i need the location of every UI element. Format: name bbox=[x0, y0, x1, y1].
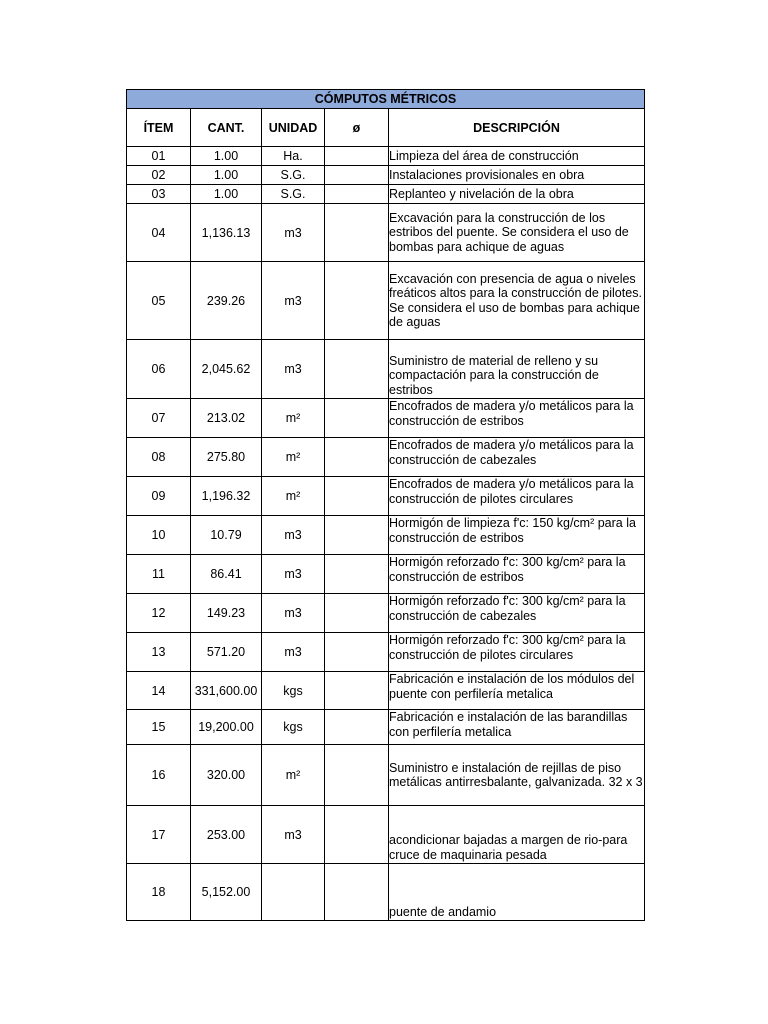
description-cell: Limpieza del área de construcción bbox=[389, 147, 645, 166]
item-cell: 15 bbox=[127, 710, 191, 745]
item-cell: 06 bbox=[127, 340, 191, 399]
unit-cell: m² bbox=[262, 477, 325, 516]
diameter-cell bbox=[325, 477, 389, 516]
qty-cell: 213.02 bbox=[191, 399, 262, 438]
description-cell: Instalaciones provisionales en obra bbox=[389, 166, 645, 185]
table-row bbox=[127, 477, 645, 516]
description-cell: acondicionar bajadas a margen de rio-para cruce de maquinaria pesada bbox=[389, 806, 645, 864]
diameter-cell bbox=[325, 204, 389, 262]
table-row bbox=[127, 399, 645, 438]
qty-cell: 571.20 bbox=[191, 633, 262, 672]
header-unit: UNIDAD bbox=[262, 109, 325, 147]
item-cell: 04 bbox=[127, 204, 191, 262]
qty-cell: 1.00 bbox=[191, 147, 262, 166]
item-cell: 07 bbox=[127, 399, 191, 438]
item-cell: 17 bbox=[127, 806, 191, 864]
qty-cell: 19,200.00 bbox=[191, 710, 262, 745]
item-cell: 03 bbox=[127, 185, 191, 204]
diameter-cell bbox=[325, 262, 389, 340]
qty-cell: 86.41 bbox=[191, 555, 262, 594]
item-cell: 08 bbox=[127, 438, 191, 477]
unit-cell: m3 bbox=[262, 806, 325, 864]
diameter-cell bbox=[325, 185, 389, 204]
table-row bbox=[127, 710, 645, 745]
description-cell: Excavación con presencia de agua o niveles freáticos altos para la construcción de pilotes. Se considera el uso de bombas para achique de aguas bbox=[389, 262, 645, 340]
unit-cell: m3 bbox=[262, 555, 325, 594]
unit-cell: S.G. bbox=[262, 166, 325, 185]
table-row bbox=[127, 166, 645, 185]
description-cell: Hormigón de limpieza f'c: 150 kg/cm² para la construcción de estribos bbox=[389, 516, 645, 555]
qty-cell: 10.79 bbox=[191, 516, 262, 555]
diameter-cell bbox=[325, 745, 389, 806]
unit-cell: m² bbox=[262, 399, 325, 438]
item-cell: 18 bbox=[127, 864, 191, 921]
table-row bbox=[127, 864, 645, 921]
unit-cell: m3 bbox=[262, 262, 325, 340]
item-cell: 11 bbox=[127, 555, 191, 594]
item-cell: 01 bbox=[127, 147, 191, 166]
diameter-cell bbox=[325, 555, 389, 594]
table-row bbox=[127, 745, 645, 806]
table-row bbox=[127, 147, 645, 166]
diameter-cell bbox=[325, 672, 389, 710]
item-cell: 14 bbox=[127, 672, 191, 710]
qty-cell: 1.00 bbox=[191, 166, 262, 185]
unit-cell: m3 bbox=[262, 633, 325, 672]
description-cell: Hormigón reforzado f'c: 300 kg/cm² para la construcción de estribos bbox=[389, 555, 645, 594]
unit-cell: m3 bbox=[262, 204, 325, 262]
table-row bbox=[127, 672, 645, 710]
diameter-cell bbox=[325, 340, 389, 399]
diameter-cell bbox=[325, 399, 389, 438]
computos-table bbox=[126, 89, 645, 921]
diameter-cell bbox=[325, 166, 389, 185]
qty-cell: 1,196.32 bbox=[191, 477, 262, 516]
unit-cell: m3 bbox=[262, 516, 325, 555]
description-cell: Excavación para la construcción de los estribos del puente. Se considera el uso de bombas para achique de aguas bbox=[389, 204, 645, 262]
description-cell: Hormigón reforzado f'c: 300 kg/cm² para la construcción de cabezales bbox=[389, 594, 645, 633]
table-row bbox=[127, 204, 645, 262]
item-cell: 05 bbox=[127, 262, 191, 340]
table-row bbox=[127, 438, 645, 477]
description-cell: Encofrados de madera y/o metálicos para la construcción de cabezales bbox=[389, 438, 645, 477]
table-row bbox=[127, 262, 645, 340]
diameter-cell bbox=[325, 864, 389, 921]
unit-cell: m3 bbox=[262, 594, 325, 633]
diameter-cell bbox=[325, 633, 389, 672]
description-cell: Hormigón reforzado f'c: 300 kg/cm² para la construcción de pilotes circulares bbox=[389, 633, 645, 672]
diameter-cell bbox=[325, 710, 389, 745]
diameter-cell bbox=[325, 516, 389, 555]
table-row bbox=[127, 594, 645, 633]
diameter-cell bbox=[325, 806, 389, 864]
item-cell: 16 bbox=[127, 745, 191, 806]
qty-cell: 253.00 bbox=[191, 806, 262, 864]
diameter-cell bbox=[325, 147, 389, 166]
unit-cell: m² bbox=[262, 438, 325, 477]
unit-cell: m² bbox=[262, 745, 325, 806]
table-row bbox=[127, 516, 645, 555]
description-cell: Encofrados de madera y/o metálicos para la construcción de estribos bbox=[389, 399, 645, 438]
header-diameter: ø bbox=[325, 109, 389, 147]
qty-cell: 239.26 bbox=[191, 262, 262, 340]
header-item: ÍTEM bbox=[127, 109, 191, 147]
description-cell: Fabricación e instalación de las barandillas con perfilería metalica bbox=[389, 710, 645, 745]
unit-cell: kgs bbox=[262, 672, 325, 710]
description-cell: Suministro de material de relleno y su compactación para la construcción de estribos bbox=[389, 340, 645, 399]
description-cell: Encofrados de madera y/o metálicos para la construcción de pilotes circulares bbox=[389, 477, 645, 516]
unit-cell: m3 bbox=[262, 340, 325, 399]
item-cell: 13 bbox=[127, 633, 191, 672]
header-qty: CANT. bbox=[191, 109, 262, 147]
qty-cell: 1,136.13 bbox=[191, 204, 262, 262]
item-cell: 10 bbox=[127, 516, 191, 555]
item-cell: 12 bbox=[127, 594, 191, 633]
table-row bbox=[127, 340, 645, 399]
qty-cell: 5,152.00 bbox=[191, 864, 262, 921]
header-description: DESCRIPCIÓN bbox=[389, 109, 645, 147]
description-cell: puente de andamio bbox=[389, 864, 645, 921]
table-row bbox=[127, 555, 645, 594]
item-cell: 02 bbox=[127, 166, 191, 185]
qty-cell: 320.00 bbox=[191, 745, 262, 806]
table-row bbox=[127, 633, 645, 672]
table-row bbox=[127, 185, 645, 204]
table-title: CÓMPUTOS MÉTRICOS bbox=[127, 90, 645, 109]
unit-cell bbox=[262, 864, 325, 921]
description-cell: Suministro e instalación de rejillas de piso metálicas antirresbalante, galvanizada. 32 x 3 bbox=[389, 745, 645, 806]
table-row bbox=[127, 806, 645, 864]
diameter-cell bbox=[325, 438, 389, 477]
item-cell: 09 bbox=[127, 477, 191, 516]
qty-cell: 1.00 bbox=[191, 185, 262, 204]
qty-cell: 149.23 bbox=[191, 594, 262, 633]
description-cell: Fabricación e instalación de los módulos del puente con perfilería metalica bbox=[389, 672, 645, 710]
qty-cell: 275.80 bbox=[191, 438, 262, 477]
qty-cell: 331,600.00 bbox=[191, 672, 262, 710]
qty-cell: 2,045.62 bbox=[191, 340, 262, 399]
unit-cell: S.G. bbox=[262, 185, 325, 204]
unit-cell: Ha. bbox=[262, 147, 325, 166]
unit-cell: kgs bbox=[262, 710, 325, 745]
description-cell: Replanteo y nivelación de la obra bbox=[389, 185, 645, 204]
diameter-cell bbox=[325, 594, 389, 633]
